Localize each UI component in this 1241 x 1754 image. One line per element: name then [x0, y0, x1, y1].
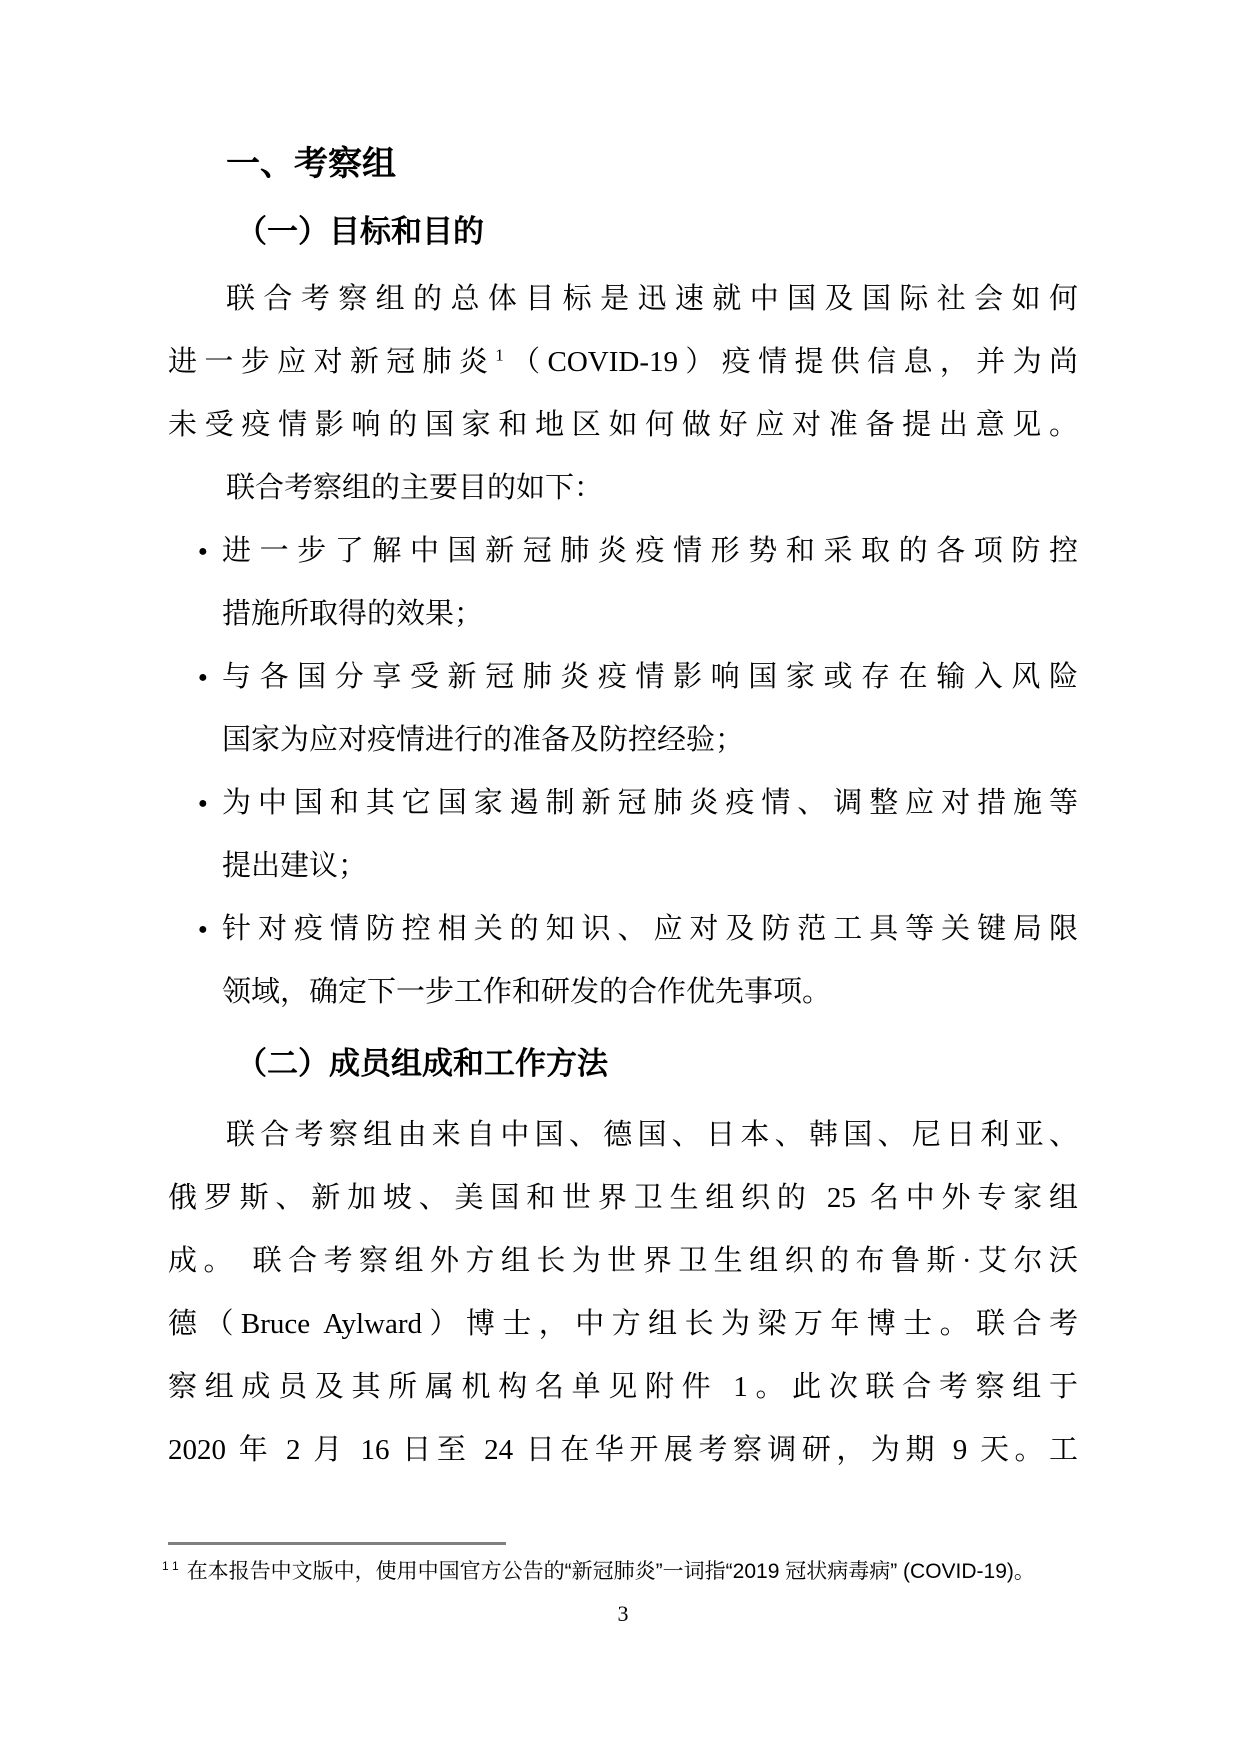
- bullet-text: 措施所取得的效果；: [222, 598, 484, 630]
- bullet-item: [168, 772, 1078, 898]
- bullet-line: [168, 520, 1078, 583]
- bullet-text: 进一步了解中国新冠肺炎疫情形势和采取的各项防控: [222, 535, 1078, 567]
- footnote-separator: [168, 1542, 506, 1545]
- bullet-indent: [168, 961, 222, 1024]
- bullet-icon: ●: [198, 795, 208, 812]
- paragraph-line: 德（Bruce Aylward）博士，中方组长为梁万年博士。联合考: [168, 1308, 1078, 1340]
- bullet-line: [168, 961, 1078, 1024]
- paragraph-line: 察组成员及其所属机构名单见附件 1。此次联合考察组于: [168, 1371, 1078, 1403]
- bullet-line: [168, 583, 1078, 646]
- bullet-text: 领域，确定下一步工作和研发的合作优先事项。: [222, 976, 832, 1008]
- bullet-indent: [168, 709, 222, 772]
- bullet-line: [168, 709, 1078, 772]
- footnote-ref: 1: [495, 345, 504, 365]
- section2-heading: （二）成员组成和工作方法: [236, 1046, 608, 1081]
- page-content: [168, 138, 1078, 1482]
- chapter-heading: 一、考察组: [226, 144, 396, 184]
- footnote: [162, 1542, 1122, 1587]
- paragraph-line: 联合考察组的主要目的如下：: [226, 472, 604, 504]
- bullet-item: [168, 520, 1078, 646]
- paragraph-line: 联合考察组的总体目标是迅速就中国及国际社会如何: [226, 283, 1078, 315]
- paragraph-line: 2020 年 2 月 16 日至 24 日在华开展考察调研，为期 9 天。工: [168, 1434, 1078, 1466]
- bullet-indent: [168, 835, 222, 898]
- paragraph-line: 成。 联合考察组外方组长为世界卫生组织的布鲁斯·艾尔沃: [168, 1245, 1078, 1277]
- section1-heading: （一）目标和目的: [236, 214, 484, 249]
- bullet-text: 国家为应对疫情进行的准备及防控经验；: [222, 724, 745, 756]
- paragraph-text: 进一步应对新冠肺炎: [168, 346, 496, 378]
- page-number: 3: [617, 1601, 629, 1626]
- paragraph-line: 联合考察组由来自中国、德国、日本、韩国、尼日利亚、: [226, 1119, 1078, 1151]
- paragraph-line: 未受疫情影响的国家和地区如何做好应对准备提出意见。: [168, 409, 1078, 441]
- bullet-indent: [168, 583, 222, 646]
- bullet-item: [168, 646, 1078, 772]
- footnote-body: 在本报告中文版中，使用中国官方公告的“新冠肺炎”一词指“2019 冠状病毒病” (COVID-19)。: [186, 1560, 1035, 1583]
- bullet-text: 针对疫情防控相关的知识、应对及防范工具等关键局限: [222, 913, 1078, 945]
- bullet-text: 提出建议；: [222, 850, 368, 882]
- bullet-line: [168, 772, 1078, 835]
- footnote-marker: 1 1: [162, 1559, 179, 1573]
- paragraph-line: 俄罗斯、新加坡、美国和世界卫生组织的 25 名中外专家组: [168, 1182, 1078, 1214]
- paragraph-line: [168, 331, 1078, 394]
- bullet-icon: ●: [198, 543, 208, 560]
- bullet-icon: ●: [198, 921, 208, 938]
- bullet-line: [168, 898, 1078, 961]
- bullet-icon: ●: [198, 669, 208, 686]
- bullet-item: [168, 898, 1078, 1024]
- bullet-text: 为中国和其它国家遏制新冠肺炎疫情、调整应对措施等: [222, 787, 1078, 819]
- bullet-line: [168, 835, 1078, 898]
- bullet-line: [168, 646, 1078, 709]
- bullet-text: 与各国分享受新冠肺炎疫情影响国家或存在输入风险: [222, 661, 1078, 693]
- footnote-text: [162, 1557, 1122, 1587]
- paragraph-text: （COVID-19）疫情提供信息，并为尚: [503, 346, 1078, 378]
